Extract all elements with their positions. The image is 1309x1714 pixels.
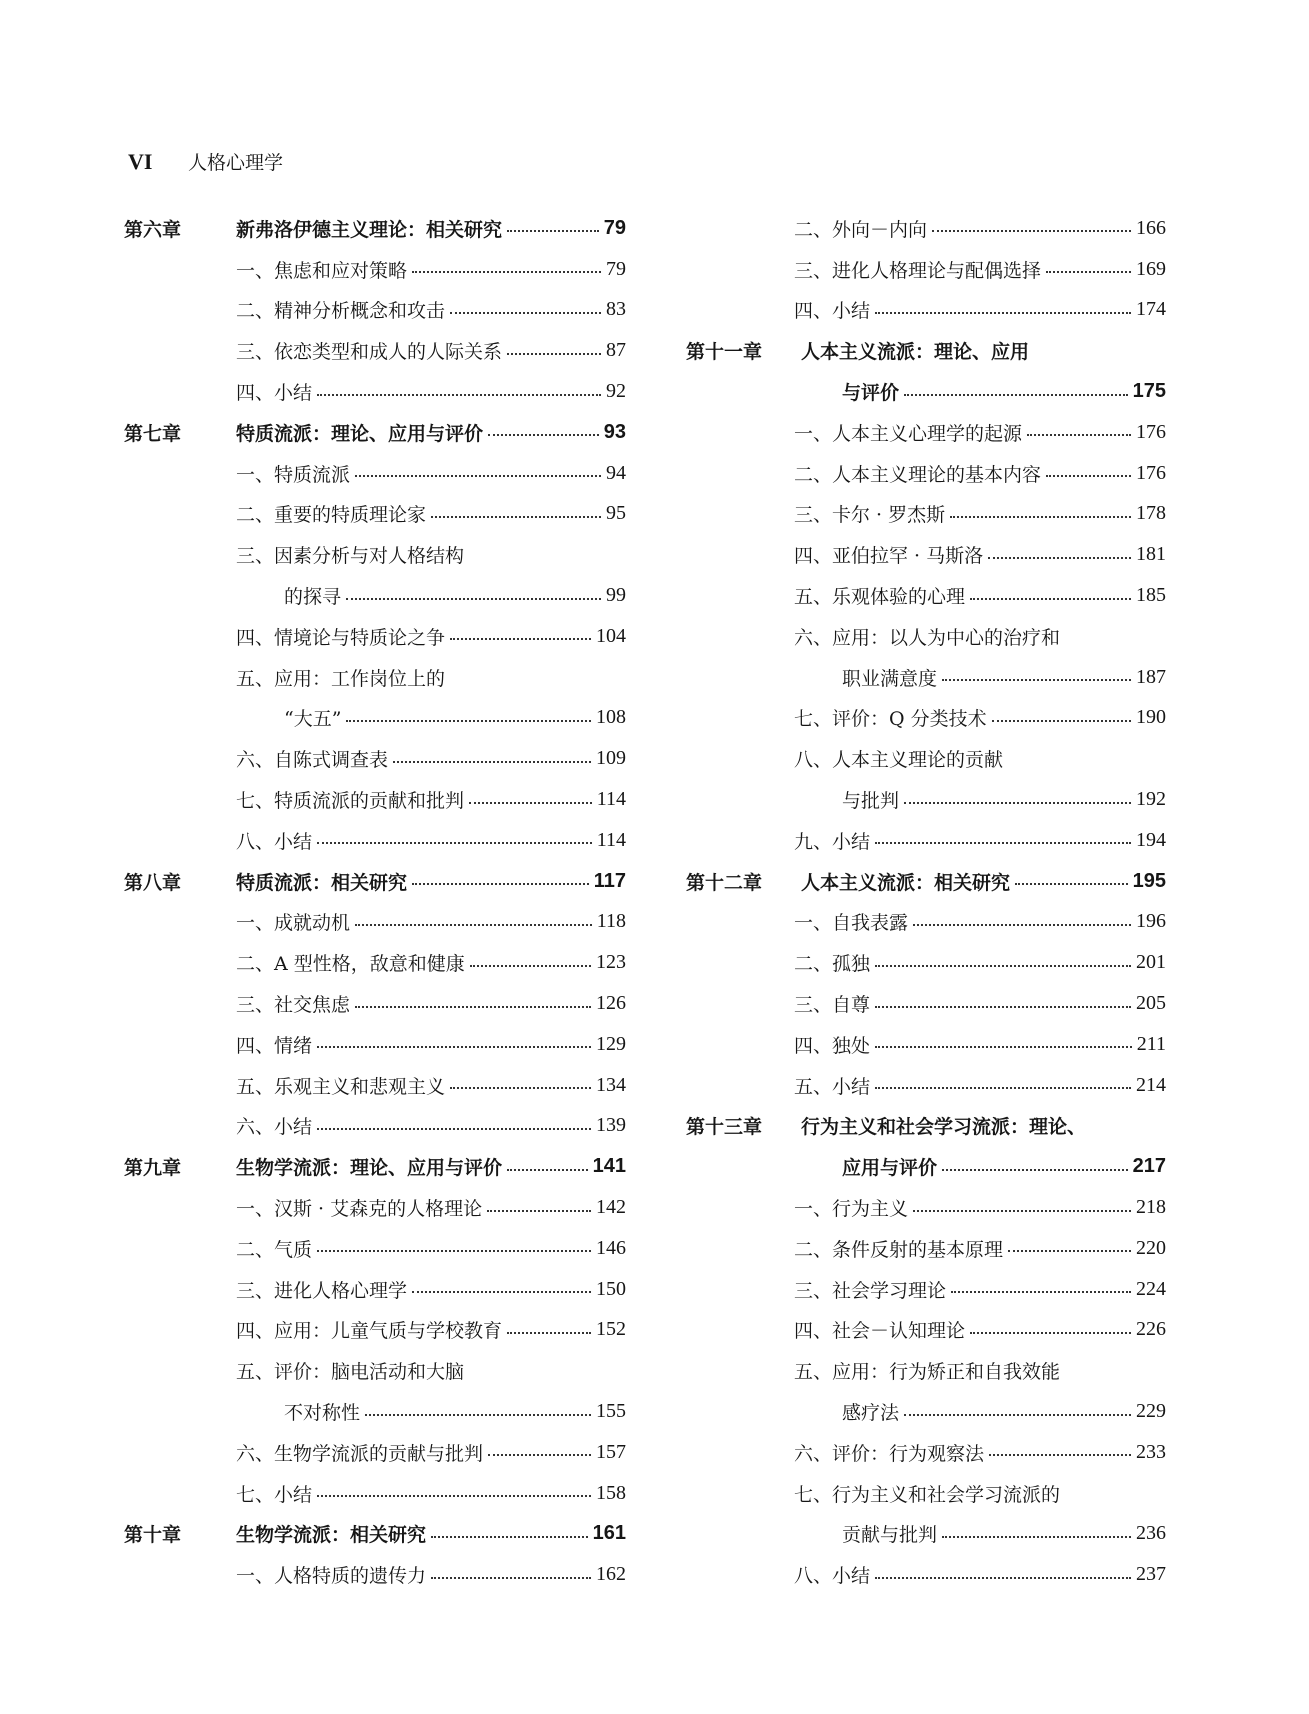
chapter-number: 第八章 — [124, 871, 182, 894]
page-number: 141 — [592, 1155, 626, 1178]
section-title: 应用与评价 — [842, 1157, 938, 1180]
toc-entry-row[interactable] — [124, 1187, 626, 1228]
toc-entry-row[interactable] — [686, 1228, 1166, 1269]
leader-dots — [913, 1210, 1131, 1212]
toc-entry-row[interactable] — [124, 738, 626, 779]
page-number: 108 — [596, 706, 626, 729]
leader-dots — [317, 1046, 591, 1048]
leader-dots — [507, 230, 599, 232]
page-number: 176 — [1136, 461, 1166, 484]
leader-dots — [913, 924, 1131, 926]
leader-dots — [904, 1414, 1131, 1416]
section-title: 八、小结 — [794, 1565, 871, 1588]
leader-dots — [346, 598, 601, 600]
toc-entry-row[interactable] — [124, 534, 626, 575]
section-title: 与评价 — [842, 382, 900, 405]
section-title: 二、气质 — [236, 1238, 313, 1261]
toc-entry-row[interactable] — [124, 1473, 626, 1514]
chapter-number: 第十章 — [124, 1524, 182, 1547]
page-number: 211 — [1136, 1032, 1166, 1055]
leader-dots — [875, 1046, 1132, 1048]
toc-entry-row[interactable] — [686, 412, 1166, 453]
leader-dots — [346, 720, 591, 722]
leader-dots — [1046, 271, 1131, 273]
section-title: 四、情境论与特质论之争 — [236, 626, 446, 649]
page-number: 161 — [592, 1522, 626, 1545]
toc-entry-row[interactable] — [124, 1554, 626, 1595]
toc-entry-row[interactable] — [686, 1473, 1166, 1514]
page-number: 166 — [1136, 216, 1166, 239]
section-title: 五、小结 — [794, 1075, 871, 1098]
section-title: 六、自陈式调查表 — [236, 749, 389, 772]
section-title: 八、人本主义理论的贡献 — [794, 749, 1004, 772]
section-title: 与批判 — [842, 790, 900, 813]
leader-dots — [875, 1087, 1131, 1089]
section-title: 的探寻 — [284, 586, 342, 609]
leader-dots — [317, 1495, 591, 1497]
section-title: 六、生物学流派的贡献与批判 — [236, 1442, 484, 1465]
page-number: 185 — [1136, 584, 1166, 607]
leader-dots — [317, 842, 592, 844]
toc-entry-row[interactable] — [686, 983, 1166, 1024]
section-title: 四、亚伯拉罕 · 马斯洛 — [794, 545, 984, 568]
toc-entry-row[interactable] — [686, 1514, 1166, 1555]
page-number: 155 — [596, 1400, 626, 1422]
leader-dots — [470, 965, 591, 967]
toc-entry-row[interactable] — [686, 820, 1166, 861]
toc-chapter-row[interactable] — [124, 1146, 626, 1187]
leader-dots — [355, 924, 592, 926]
page-header — [128, 148, 283, 175]
leader-dots — [412, 883, 589, 885]
page-number: 226 — [1136, 1318, 1166, 1341]
page-number: 93 — [603, 420, 626, 443]
page-number: 146 — [596, 1236, 626, 1259]
page-number: 123 — [596, 951, 626, 974]
section-title: 七、行为主义和社会学习流派的 — [794, 1483, 1061, 1506]
section-title: 不对称性 — [284, 1402, 361, 1424]
toc-entry-row[interactable] — [124, 575, 626, 616]
page-number: 174 — [1136, 298, 1166, 321]
page-number: 237 — [1136, 1563, 1166, 1586]
toc-entry-row[interactable] — [124, 657, 626, 698]
leader-dots — [412, 1291, 591, 1293]
section-title: 六、小结 — [236, 1116, 313, 1139]
leader-dots — [932, 230, 1131, 232]
section-title: 一、特质流派 — [236, 463, 351, 486]
page-number: 218 — [1136, 1196, 1166, 1219]
leader-dots — [450, 1087, 591, 1089]
page-number: 220 — [1136, 1236, 1166, 1259]
toc-entry-row[interactable] — [686, 1310, 1166, 1351]
toc-entry-row[interactable] — [686, 1065, 1166, 1106]
toc-entry-row[interactable] — [124, 1024, 626, 1065]
toc-entry-row[interactable] — [124, 453, 626, 494]
toc-entry-row[interactable] — [124, 1310, 626, 1351]
page-number-roman: VI — [128, 149, 153, 174]
toc-entry-row[interactable] — [124, 698, 626, 739]
leader-dots — [951, 1291, 1131, 1293]
page-number: 109 — [596, 747, 626, 770]
section-title: 七、特质流派的贡献和批判 — [236, 790, 465, 813]
page-number: 94 — [606, 461, 626, 484]
toc-entry-row[interactable] — [124, 983, 626, 1024]
section-title: 二、孤独 — [794, 953, 871, 976]
section-title: 三、自尊 — [794, 994, 871, 1017]
page-number: 157 — [596, 1440, 626, 1463]
chapter-number: 第九章 — [124, 1157, 182, 1180]
section-title: 一、行为主义 — [794, 1198, 909, 1221]
page-number: 190 — [1136, 706, 1166, 729]
chapter-number: 第十三章 — [686, 1116, 763, 1139]
page-number: 117 — [593, 869, 626, 892]
page-number: 176 — [1136, 420, 1166, 443]
page-number: 134 — [596, 1073, 626, 1096]
leader-dots — [450, 638, 591, 640]
section-title: 二、条件反射的基本原理 — [794, 1238, 1004, 1261]
section-title: 二、重要的特质理论家 — [236, 504, 427, 527]
section-title: 一、人格特质的遗传力 — [236, 1565, 427, 1588]
section-title: 五、乐观主义和悲观主义 — [236, 1075, 446, 1098]
page-number: 79 — [606, 257, 626, 280]
toc-entry-row[interactable] — [686, 534, 1166, 575]
chapter-title: 人本主义流派：理论、应用 — [801, 341, 1030, 364]
page-number: 201 — [1136, 951, 1166, 974]
chapter-number: 第十一章 — [686, 341, 763, 364]
section-title: 一、成就动机 — [236, 912, 351, 935]
toc-chapter-row[interactable] — [124, 208, 626, 249]
leader-dots — [355, 475, 601, 477]
section-title: 二、人本主义理论的基本内容 — [794, 463, 1042, 486]
toc-entry-row[interactable] — [686, 1024, 1166, 1065]
section-title: 二、外向－内向 — [794, 218, 928, 241]
section-title: “大五” — [284, 708, 342, 731]
toc-entry-row[interactable] — [686, 1187, 1166, 1228]
toc-entry-row[interactable] — [686, 657, 1166, 698]
toc-entry-row[interactable] — [686, 1391, 1166, 1432]
section-title: 三、社交焦虑 — [236, 994, 351, 1017]
toc-entry-row[interactable] — [686, 1146, 1166, 1187]
toc-entry-row[interactable] — [686, 942, 1166, 983]
section-title: 七、评价：Q 分类技术 — [794, 708, 987, 731]
leader-dots — [507, 1169, 588, 1171]
chapter-title: 特质流派：相关研究 — [236, 871, 408, 894]
toc-right-column — [686, 208, 1166, 1595]
section-title: 一、汉斯 · 艾森克的人格理论 — [236, 1198, 483, 1221]
page-number: 196 — [1136, 910, 1166, 933]
chapter-number: 第七章 — [124, 422, 182, 445]
leader-dots — [942, 1536, 1131, 1538]
section-title: 一、自我表露 — [794, 912, 909, 935]
page-number: 118 — [596, 910, 626, 933]
page-number: 194 — [1136, 828, 1166, 851]
toc-entry-row[interactable] — [686, 738, 1166, 779]
toc-entry-row[interactable] — [124, 1432, 626, 1473]
toc-entry-row[interactable] — [686, 290, 1166, 331]
chapter-title: 生物学流派：相关研究 — [236, 1524, 427, 1547]
page-number: 205 — [1136, 992, 1166, 1015]
chapter-number: 第六章 — [124, 218, 182, 241]
toc-entry-row[interactable] — [124, 942, 626, 983]
leader-dots — [942, 1169, 1128, 1171]
section-title: 五、乐观体验的心理 — [794, 586, 966, 609]
toc-entry-row[interactable] — [686, 208, 1166, 249]
leader-dots — [875, 312, 1131, 314]
page-number: 99 — [606, 584, 626, 607]
leader-dots — [469, 802, 592, 804]
section-title: 二、精神分析概念和攻击 — [236, 300, 446, 323]
page-number: 233 — [1136, 1440, 1166, 1463]
section-title: 四、独处 — [794, 1034, 871, 1057]
leader-dots — [970, 598, 1131, 600]
chapter-number: 第十二章 — [686, 871, 763, 894]
toc-entry-row[interactable] — [686, 1269, 1166, 1310]
toc-entry-row[interactable] — [686, 494, 1166, 535]
leader-dots — [507, 353, 601, 355]
toc-entry-row[interactable] — [686, 371, 1166, 412]
toc-chapter-row[interactable] — [686, 330, 1166, 371]
toc-chapter-row[interactable] — [686, 861, 1166, 902]
toc-entry-row[interactable] — [124, 1391, 626, 1432]
toc-entry-row[interactable] — [686, 1350, 1166, 1391]
page-number: 104 — [596, 624, 626, 647]
leader-dots — [875, 842, 1131, 844]
leader-dots — [1008, 1250, 1131, 1252]
page-number: 92 — [606, 380, 626, 403]
leader-dots — [365, 1414, 591, 1416]
leader-dots — [355, 1006, 591, 1008]
leader-dots — [450, 312, 601, 314]
section-title: 四、小结 — [236, 382, 313, 405]
page-number: 126 — [596, 992, 626, 1015]
toc-chapter-row[interactable] — [124, 861, 626, 902]
page-number: 236 — [1136, 1522, 1166, 1545]
toc-entry-row[interactable] — [124, 1106, 626, 1147]
section-title: 四、情绪 — [236, 1034, 313, 1057]
toc-entry-row[interactable] — [686, 249, 1166, 290]
section-title: 七、小结 — [236, 1483, 313, 1506]
page-number: 152 — [596, 1318, 626, 1341]
section-title: 四、社会－认知理论 — [794, 1320, 966, 1343]
section-title: 一、焦虑和应对策略 — [236, 259, 408, 282]
section-title: 二、A 型性格，敌意和健康 — [236, 953, 465, 976]
toc-entry-row[interactable] — [124, 820, 626, 861]
leader-dots — [904, 394, 1128, 396]
section-title: 感疗法 — [842, 1402, 900, 1424]
leader-dots — [989, 1454, 1131, 1456]
leader-dots — [431, 1577, 591, 1579]
section-title: 三、进化人格心理学 — [236, 1279, 408, 1302]
section-title: 三、社会学习理论 — [794, 1279, 947, 1302]
section-title: 六、应用：以人为中心的治疗和 — [794, 626, 1061, 649]
section-title: 九、小结 — [794, 830, 871, 853]
section-title: 一、人本主义心理学的起源 — [794, 422, 1023, 445]
page-number: 224 — [1136, 1277, 1166, 1300]
toc-entry-row[interactable] — [124, 1065, 626, 1106]
section-title: 四、小结 — [794, 300, 871, 323]
leader-dots — [488, 434, 599, 436]
page-number: 214 — [1136, 1073, 1166, 1096]
page-number: 178 — [1136, 502, 1166, 525]
toc-chapter-row[interactable] — [686, 1106, 1166, 1147]
section-title: 三、因素分析与对人格结构 — [236, 545, 465, 568]
page-number: 114 — [596, 788, 626, 811]
page-number: 95 — [606, 502, 626, 525]
page-number: 169 — [1136, 257, 1166, 280]
leader-dots — [875, 965, 1131, 967]
leader-dots — [412, 271, 601, 273]
page-number: 192 — [1136, 788, 1166, 811]
leader-dots — [988, 557, 1131, 559]
toc-entry-row[interactable] — [686, 902, 1166, 943]
leader-dots — [1015, 883, 1128, 885]
section-title: 三、进化人格理论与配偶选择 — [794, 259, 1042, 282]
page-number: 217 — [1132, 1155, 1166, 1178]
toc-entry-row[interactable] — [686, 453, 1166, 494]
leader-dots — [970, 1332, 1131, 1334]
section-title: 职业满意度 — [842, 667, 938, 690]
leader-dots — [317, 1250, 591, 1252]
page-number: 229 — [1136, 1400, 1166, 1422]
toc-entry-row[interactable] — [124, 330, 626, 371]
toc-entry-row[interactable] — [686, 779, 1166, 820]
leader-dots — [317, 394, 601, 396]
page-number: 79 — [603, 216, 626, 239]
section-title: 三、卡尔 · 罗杰斯 — [794, 504, 946, 527]
leader-dots — [950, 516, 1131, 518]
leader-dots — [942, 679, 1131, 681]
leader-dots — [1046, 475, 1131, 477]
chapter-title: 特质流派：理论、应用与评价 — [236, 422, 484, 445]
page-number: 195 — [1132, 869, 1166, 892]
page-number: 129 — [596, 1032, 626, 1055]
toc-entry-row[interactable] — [686, 616, 1166, 657]
page-number: 87 — [606, 339, 626, 362]
section-title: 六、评价：行为观察法 — [794, 1442, 985, 1465]
toc-entry-row[interactable] — [124, 1228, 626, 1269]
book-title: 人格心理学 — [188, 152, 284, 174]
chapter-title: 新弗洛伊德主义理论：相关研究 — [236, 218, 503, 241]
toc-entry-row[interactable] — [124, 290, 626, 331]
leader-dots — [875, 1577, 1131, 1579]
chapter-title: 行为主义和社会学习流派：理论、 — [801, 1116, 1087, 1139]
page-number: 162 — [596, 1563, 626, 1586]
section-title: 八、小结 — [236, 830, 313, 853]
toc-left-column — [124, 208, 626, 1595]
section-title: 三、依恋类型和成人的人际关系 — [236, 341, 503, 364]
toc-entry-row[interactable] — [124, 902, 626, 943]
toc-entry-row[interactable] — [686, 1554, 1166, 1595]
chapter-title: 人本主义流派：相关研究 — [801, 871, 1011, 894]
leader-dots — [431, 516, 601, 518]
leader-dots — [317, 1128, 591, 1130]
section-title: 五、应用：行为矫正和自我效能 — [794, 1361, 1061, 1384]
leader-dots — [1027, 434, 1131, 436]
leader-dots — [431, 1536, 588, 1538]
toc-entry-row[interactable] — [124, 616, 626, 657]
toc-entry-row[interactable] — [124, 249, 626, 290]
leader-dots — [875, 1006, 1131, 1008]
toc-entry-row[interactable] — [124, 1269, 626, 1310]
page-number: 114 — [596, 828, 626, 851]
section-title: 四、应用：儿童气质与学校教育 — [236, 1320, 503, 1343]
page-number: 158 — [596, 1481, 626, 1504]
section-title: 贡献与批判 — [842, 1524, 938, 1547]
leader-dots — [393, 761, 591, 763]
toc-entry-row[interactable] — [686, 1432, 1166, 1473]
toc-chapter-row[interactable] — [124, 1514, 626, 1555]
page-number: 83 — [606, 298, 626, 321]
toc-entry-row[interactable] — [124, 779, 626, 820]
leader-dots — [487, 1210, 591, 1212]
toc-entry-row[interactable] — [124, 494, 626, 535]
leader-dots — [992, 720, 1131, 722]
toc-entry-row[interactable] — [686, 698, 1166, 739]
leader-dots — [488, 1454, 591, 1456]
page-number: 142 — [596, 1196, 626, 1219]
section-title: 五、评价：脑电活动和大脑 — [236, 1361, 465, 1384]
page-number: 139 — [596, 1114, 626, 1137]
leader-dots — [904, 802, 1131, 804]
section-title: 五、应用：工作岗位上的 — [236, 667, 446, 690]
page-number: 181 — [1136, 543, 1166, 566]
toc-entry-row[interactable] — [686, 575, 1166, 616]
page-number: 150 — [596, 1277, 626, 1300]
page-number: 175 — [1132, 380, 1166, 403]
toc-entry-row[interactable] — [124, 1350, 626, 1391]
leader-dots — [507, 1332, 591, 1334]
toc-entry-row[interactable] — [124, 371, 626, 412]
page-number: 187 — [1136, 665, 1166, 688]
toc-chapter-row[interactable] — [124, 412, 626, 453]
chapter-title: 生物学流派：理论、应用与评价 — [236, 1157, 503, 1180]
